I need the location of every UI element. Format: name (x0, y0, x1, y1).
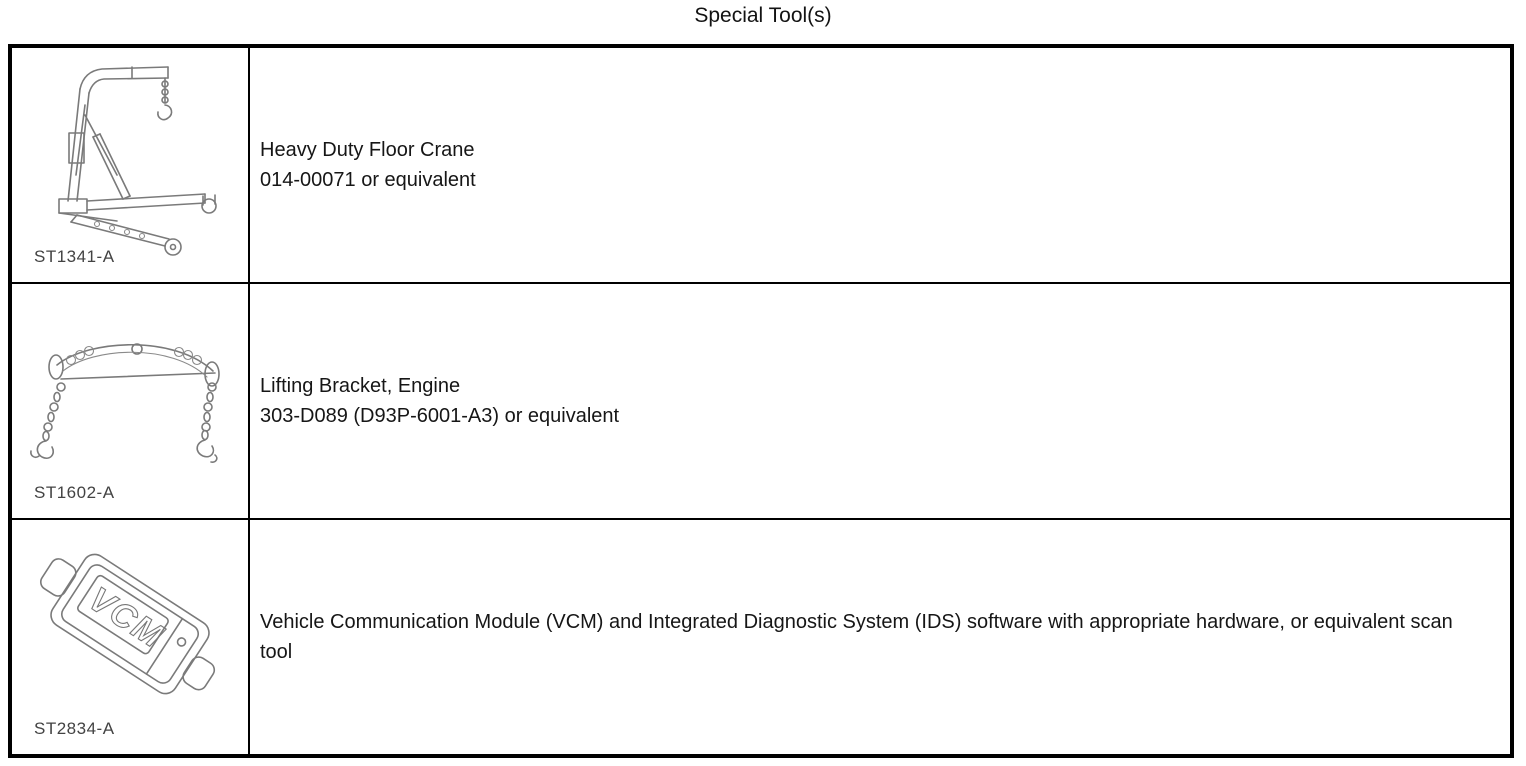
tool-figure-cell (12, 284, 250, 518)
tool-description-cell (250, 284, 1510, 518)
floor-crane-illustration (19, 53, 241, 261)
vcm-scan-tool-illustration (19, 525, 241, 733)
figure-label: ST1341-A (34, 247, 115, 266)
tool-description-cell (250, 48, 1510, 282)
special-tools-table (8, 44, 1514, 758)
table-row-lifting-bracket (12, 284, 1510, 520)
tool-description-cell (250, 520, 1510, 754)
tool-description: Vehicle Communication Module (VCM) and Integrated Diagnostic System (IDS) software with appropriate hardware, or equivalent scan tool (260, 611, 1459, 663)
vcm-device-text: VCM (81, 579, 171, 657)
table-row-floor-crane (12, 48, 1510, 284)
page-title: Special Tool(s) (694, 4, 832, 27)
tool-figure-cell (12, 520, 250, 754)
tool-name: Lifting Bracket, Engine (260, 375, 461, 397)
figure-label: ST2834-A (34, 719, 115, 738)
lifting-bracket-illustration (19, 289, 241, 497)
tool-name: Heavy Duty Floor Crane (260, 139, 475, 161)
table-row-vcm-scan-tool (12, 520, 1510, 754)
tool-part-number: 014-00071 or equivalent (260, 169, 476, 191)
figure-label: ST1602-A (34, 483, 115, 502)
tool-part-number: 303-D089 (D93P-6001-A3) or equivalent (260, 405, 620, 427)
tool-figure-cell (12, 48, 250, 282)
